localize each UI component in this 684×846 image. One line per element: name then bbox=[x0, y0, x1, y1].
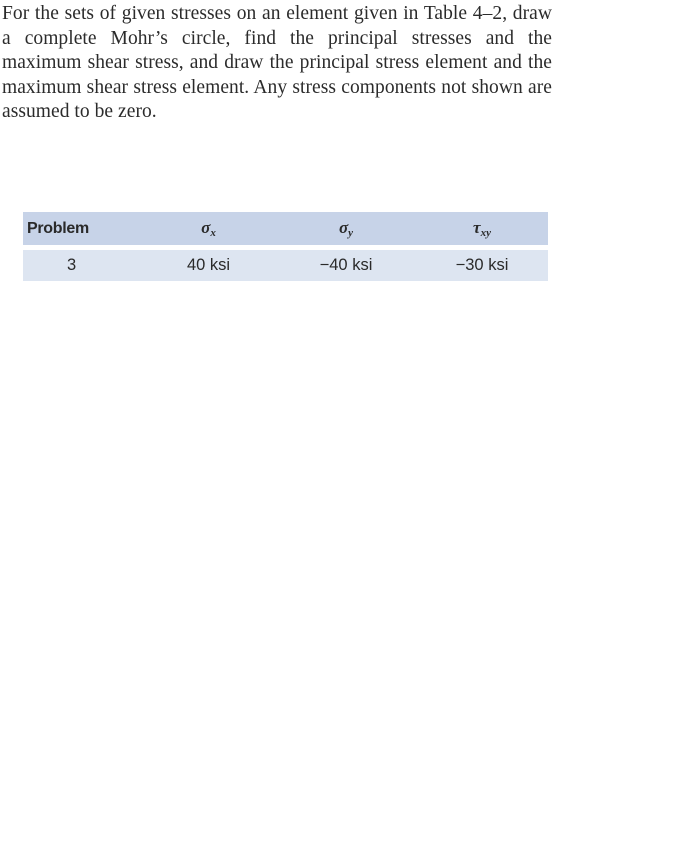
cell-sigma-y: −40 ksi bbox=[276, 250, 416, 281]
cell-problem: 3 bbox=[23, 250, 141, 281]
table-row bbox=[23, 250, 548, 281]
header-problem: Problem bbox=[23, 212, 141, 245]
sigma-x-symbol: σ bbox=[201, 218, 211, 237]
problem-statement: For the sets of given stresses on an element given in Table 4–2, draw a complete Mohr’s circle, find the principal stresses and the maximum shear stress, and draw the principal stress element and the maximum shear stress element. Any stress components not shown are assumed to be zero. bbox=[2, 3, 552, 123]
header-sigma-x bbox=[141, 212, 276, 245]
header-tau-xy bbox=[416, 212, 548, 245]
table-header-row bbox=[23, 212, 548, 245]
sigma-x-subscript: x bbox=[210, 227, 216, 239]
stress-table bbox=[23, 212, 548, 281]
tau-xy-subscript: xy bbox=[480, 227, 491, 239]
sigma-y-subscript: y bbox=[348, 227, 354, 239]
cell-tau-xy: −30 ksi bbox=[416, 250, 548, 281]
header-sigma-y bbox=[276, 212, 416, 245]
cell-sigma-x: 40 ksi bbox=[141, 250, 276, 281]
sigma-y-symbol: σ bbox=[338, 218, 349, 237]
tau-xy-symbol: τ bbox=[473, 218, 481, 237]
